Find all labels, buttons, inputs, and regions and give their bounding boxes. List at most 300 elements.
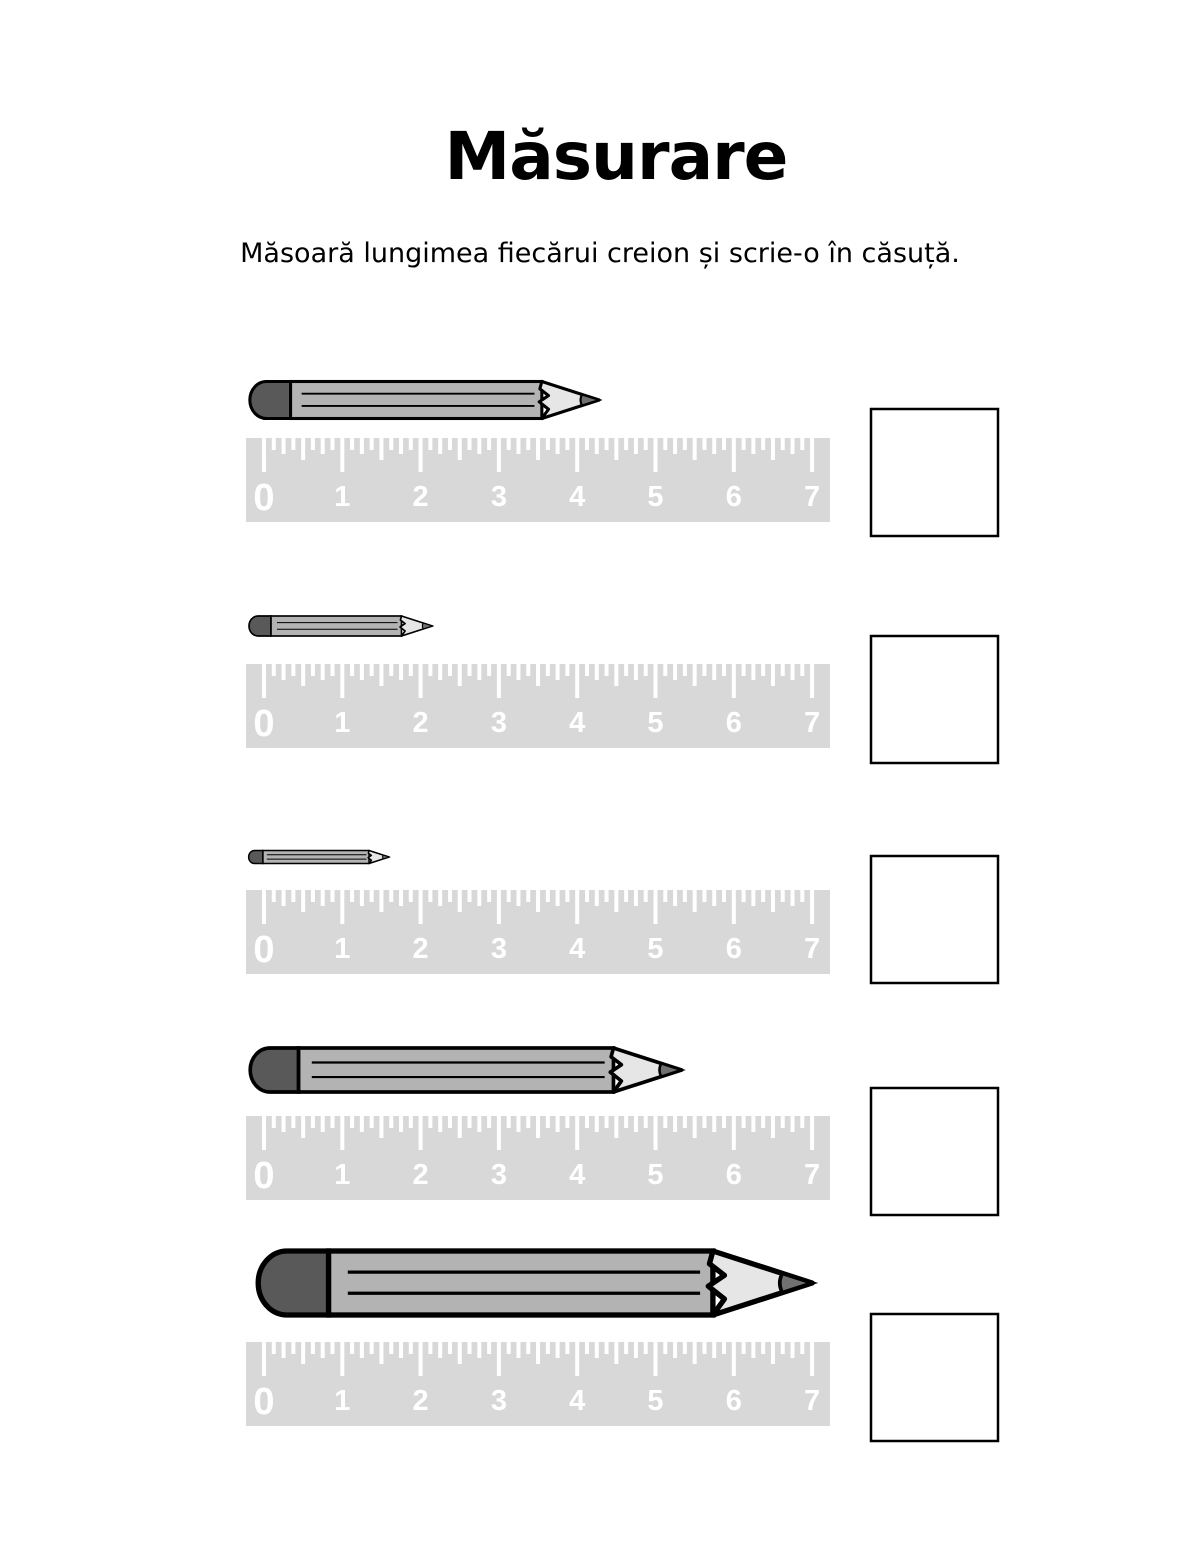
ruler-label: 5 [647,707,664,739]
ruler-tick [536,664,540,686]
ruler-tick [810,890,814,924]
pencil-lead [422,623,432,629]
ruler-tick [272,890,276,902]
ruler-tick [301,890,305,912]
ruler-tick [282,438,286,454]
ruler-1 [246,438,830,522]
ruler-tick [419,664,423,698]
ruler-tick [399,1342,403,1358]
ruler-tick [409,1116,413,1128]
ruler-tick [468,664,472,676]
ruler-label: 0 [253,1155,275,1197]
ruler-tick [272,438,276,450]
ruler-tick [262,664,266,698]
ruler-label: 0 [253,929,275,971]
ruler-tick [311,438,315,450]
pencil-eraser [258,1251,328,1315]
ruler-tick [585,890,589,902]
ruler-tick [644,438,648,450]
ruler-tick [350,664,354,676]
ruler-tick [556,664,560,680]
ruler-tick [448,890,452,902]
ruler-tick [360,438,364,454]
ruler-tick [516,664,520,680]
ruler-tick [634,1116,638,1132]
ruler-tick [379,664,383,686]
ruler-label: 7 [804,1385,821,1417]
ruler-tick [693,664,697,686]
ruler-tick [389,438,393,450]
ruler-tick [781,890,785,902]
ruler-tick [468,438,472,450]
ruler-tick [291,664,295,676]
ruler-tick [399,1116,403,1132]
ruler-label: 1 [334,933,351,965]
ruler-tick [399,438,403,454]
ruler-tick [702,1116,706,1128]
ruler-tick [526,664,530,676]
ruler-tick [634,890,638,906]
ruler-tick [272,664,276,676]
ruler-label: 4 [569,1385,586,1417]
ruler-label: 1 [334,1159,351,1191]
ruler-label: 2 [412,933,429,965]
ruler-tick [497,1342,501,1376]
ruler-tick [742,890,746,902]
ruler-tick [791,1116,795,1132]
ruler-tick [331,890,335,902]
ruler-tick [419,438,423,472]
ruler-label: 3 [490,933,507,965]
pencil-4 [250,1048,681,1092]
answer-box-3[interactable] [871,856,998,983]
ruler-tick [751,890,755,906]
ruler-tick [477,890,481,906]
pencil-lead [581,394,600,405]
ruler-tick [654,1116,658,1150]
ruler-tick [379,1342,383,1364]
ruler-tick [438,1116,442,1132]
ruler-tick [526,1116,530,1128]
ruler-tick [477,664,481,680]
ruler-tick [409,1342,413,1354]
pencil-body [329,1251,713,1315]
ruler-label: 6 [725,1385,742,1417]
ruler-tick [360,1342,364,1358]
ruler-tick [585,1342,589,1354]
ruler-tick [575,1116,579,1150]
ruler-tick [458,664,462,686]
ruler-tick [536,438,540,460]
ruler-tick [487,1116,491,1128]
ruler-tick [742,438,746,450]
ruler-tick [634,1342,638,1358]
ruler-tick [370,438,374,450]
ruler-tick [761,1116,765,1128]
ruler-label: 4 [569,481,586,513]
ruler-tick [448,1116,452,1128]
ruler-tick [810,438,814,472]
page-title: Măsurare [444,118,788,195]
ruler-tick [291,1342,295,1354]
ruler-tick [771,664,775,686]
ruler-tick [468,1116,472,1128]
ruler-tick [282,890,286,906]
ruler-tick [350,890,354,902]
ruler-tick [477,438,481,454]
ruler-tick [516,1342,520,1358]
instruction-text: Măsoară lungimea fiecărui creion și scrie-o în căsuță. [240,238,960,269]
ruler-tick [732,890,736,924]
ruler-tick [595,1342,599,1358]
ruler-tick [487,890,491,902]
ruler-tick [301,1116,305,1138]
ruler-tick [781,664,785,676]
ruler-tick [644,1116,648,1128]
ruler-tick [487,438,491,450]
ruler-tick [712,438,716,454]
ruler-tick [497,1116,501,1150]
ruler-tick [800,1116,804,1128]
ruler-tick [634,664,638,680]
ruler-tick [751,438,755,454]
ruler-label: 0 [253,477,275,519]
ruler-tick [399,664,403,680]
ruler-tick [262,438,266,472]
ruler-tick [810,664,814,698]
pencil-lead [780,1273,812,1292]
ruler-tick [712,1342,716,1358]
ruler-tick [291,1116,295,1128]
ruler-tick [800,1342,804,1354]
ruler-tick [321,890,325,906]
ruler-tick [605,438,609,450]
ruler-tick [605,664,609,676]
ruler-tick [663,1342,667,1354]
ruler-tick [438,890,442,906]
ruler-tick [428,664,432,676]
ruler-tick [546,890,550,902]
ruler-3 [246,890,830,974]
ruler-label: 4 [569,1159,586,1191]
ruler-tick [742,1342,746,1354]
ruler-tick [614,1116,618,1138]
ruler-tick [497,664,501,698]
ruler-label: 2 [412,481,429,513]
ruler-tick [722,890,726,902]
ruler-tick [654,664,658,698]
ruler-tick [468,890,472,902]
ruler-tick [389,1342,393,1354]
ruler-tick [644,1342,648,1354]
ruler-tick [556,890,560,906]
ruler-tick [272,1342,276,1354]
ruler-tick [742,664,746,676]
ruler-tick [781,1116,785,1128]
ruler-tick [732,664,736,698]
ruler-tick [507,1116,511,1128]
ruler-tick [614,890,618,912]
ruler-tick [614,438,618,460]
ruler-tick [282,1116,286,1132]
ruler-tick [321,664,325,680]
ruler-label: 2 [412,707,429,739]
ruler-tick [487,664,491,676]
ruler-tick [331,1116,335,1128]
ruler-tick [428,1116,432,1128]
ruler-tick [585,1116,589,1128]
ruler-tick [771,1116,775,1138]
ruler-tick [497,890,501,924]
ruler-tick [516,890,520,906]
ruler-tick [761,664,765,676]
ruler-label: 1 [334,707,351,739]
ruler-tick [340,890,344,924]
ruler-tick [663,1116,667,1128]
ruler-tick [722,1116,726,1128]
ruler-tick [673,1116,677,1132]
ruler-tick [624,890,628,902]
ruler-tick [291,438,295,450]
ruler-tick [536,890,540,912]
ruler-tick [732,1116,736,1150]
ruler-label: 5 [647,481,664,513]
ruler-tick [311,1342,315,1354]
ruler-tick [565,890,569,902]
ruler-label: 6 [725,707,742,739]
ruler-tick [409,664,413,676]
ruler-tick [379,1116,383,1138]
ruler-tick [311,664,315,676]
ruler-tick [428,1342,432,1354]
ruler-tick [468,1342,472,1354]
pencil-eraser [249,616,271,636]
ruler-label: 2 [412,1385,429,1417]
ruler-tick [595,890,599,906]
ruler-tick [536,1116,540,1138]
ruler-tick [379,890,383,912]
ruler-tick [663,664,667,676]
ruler-tick [595,438,599,454]
ruler-tick [693,438,697,460]
ruler-tick [575,438,579,472]
ruler-4 [246,1116,830,1200]
ruler-tick [693,1116,697,1138]
ruler-tick [683,664,687,676]
ruler-label: 4 [569,707,586,739]
ruler-tick [370,890,374,902]
ruler-tick [702,1342,706,1354]
ruler-tick [438,438,442,454]
answer-box-2[interactable] [871,636,998,763]
ruler-tick [644,664,648,676]
ruler-tick [624,664,628,676]
ruler-tick [331,438,335,450]
ruler-tick [360,1116,364,1132]
ruler-label: 3 [490,1159,507,1191]
ruler-tick [321,438,325,454]
ruler-tick [340,1116,344,1150]
ruler-tick [419,890,423,924]
pencil-body [271,616,401,636]
ruler-tick [693,1342,697,1364]
ruler-tick [791,664,795,680]
ruler-tick [624,1116,628,1128]
ruler-tick [321,1342,325,1358]
ruler-label: 6 [725,1159,742,1191]
ruler-tick [683,438,687,450]
ruler-tick [712,890,716,906]
ruler-label: 5 [647,1159,664,1191]
ruler-tick [595,1116,599,1132]
ruler-tick [526,1342,530,1354]
ruler-tick [536,1342,540,1364]
ruler-tick [507,438,511,450]
pencil-1 [250,382,599,419]
ruler-tick [732,438,736,472]
ruler-tick [389,890,393,902]
ruler-tick [428,890,432,902]
ruler-tick [722,438,726,450]
ruler-tick [791,438,795,454]
ruler-tick [340,664,344,698]
ruler-label: 3 [490,1385,507,1417]
ruler-tick [516,438,520,454]
ruler-tick [448,1342,452,1354]
ruler-tick [712,664,716,680]
ruler-tick [800,890,804,902]
ruler-tick [360,664,364,680]
ruler-tick [595,664,599,680]
ruler-tick [526,438,530,450]
ruler-tick [409,890,413,902]
answer-box-5[interactable] [871,1314,998,1441]
ruler-tick [722,664,726,676]
ruler-label: 5 [647,1385,664,1417]
ruler-label: 2 [412,1159,429,1191]
ruler-tick [565,438,569,450]
ruler-label: 7 [804,1159,821,1191]
ruler-label: 1 [334,1385,351,1417]
ruler-tick [614,664,618,686]
ruler-tick [487,1342,491,1354]
ruler-tick [291,890,295,902]
ruler-tick [654,1342,658,1376]
ruler-tick [605,890,609,902]
ruler-tick [507,1342,511,1354]
ruler-tick [702,664,706,676]
ruler-label: 6 [725,481,742,513]
ruler-tick [663,438,667,450]
ruler-5 [246,1342,830,1426]
ruler-tick [771,890,775,912]
ruler-tick [575,1342,579,1376]
ruler-label: 3 [490,481,507,513]
ruler-tick [438,1342,442,1358]
ruler-tick [497,438,501,472]
ruler-tick [751,1116,755,1132]
ruler-tick [340,1342,344,1376]
ruler-tick [791,1342,795,1358]
pencil-eraser [250,382,291,419]
ruler-tick [575,664,579,698]
ruler-tick [370,1116,374,1128]
ruler-tick [565,664,569,676]
ruler-tick [428,438,432,450]
ruler-tick [419,1342,423,1376]
ruler-tick [262,1116,266,1150]
pencil-body [299,1048,614,1092]
pencil-2 [249,616,432,636]
ruler-tick [800,438,804,450]
answer-box-4[interactable] [871,1088,998,1215]
ruler-tick [389,664,393,676]
ruler-tick [722,1342,726,1354]
ruler-label: 0 [253,1381,275,1423]
ruler-tick [683,1116,687,1128]
ruler-2 [246,664,830,748]
ruler-tick [262,890,266,924]
ruler-tick [683,890,687,902]
ruler-label: 0 [253,703,275,745]
ruler-tick [389,1116,393,1128]
ruler-tick [565,1342,569,1354]
ruler-tick [575,890,579,924]
ruler-tick [751,664,755,680]
ruler-label: 6 [725,933,742,965]
ruler-tick [585,438,589,450]
ruler-tick [702,890,706,902]
ruler-tick [370,664,374,676]
ruler-tick [800,664,804,676]
ruler-tick [399,890,403,906]
pencil-eraser [250,1048,298,1092]
ruler-tick [663,890,667,902]
ruler-tick [634,438,638,454]
ruler-label: 7 [804,707,821,739]
ruler-tick [761,890,765,902]
ruler-tick [614,1342,618,1364]
ruler-tick [781,1342,785,1354]
ruler-tick [301,438,305,460]
ruler-tick [477,1342,481,1358]
ruler-tick [350,1116,354,1128]
ruler-tick [556,1116,560,1132]
ruler-tick [331,1342,335,1354]
ruler-tick [810,1116,814,1150]
ruler-tick [262,1342,266,1376]
ruler-tick [311,1116,315,1128]
answer-box-1[interactable] [871,409,998,536]
ruler-tick [419,1116,423,1150]
ruler-label: 7 [804,933,821,965]
ruler-tick [272,1116,276,1128]
ruler-tick [702,438,706,450]
ruler-tick [282,1342,286,1358]
ruler-tick [771,438,775,460]
pencil-body [291,382,542,419]
ruler-tick [516,1116,520,1132]
ruler-tick [458,890,462,912]
ruler-tick [673,664,677,680]
ruler-tick [791,890,795,906]
ruler-tick [693,890,697,912]
ruler-tick [311,890,315,902]
pencil-5 [258,1251,812,1315]
ruler-tick [507,664,511,676]
ruler-tick [556,1342,560,1358]
ruler-tick [370,1342,374,1354]
